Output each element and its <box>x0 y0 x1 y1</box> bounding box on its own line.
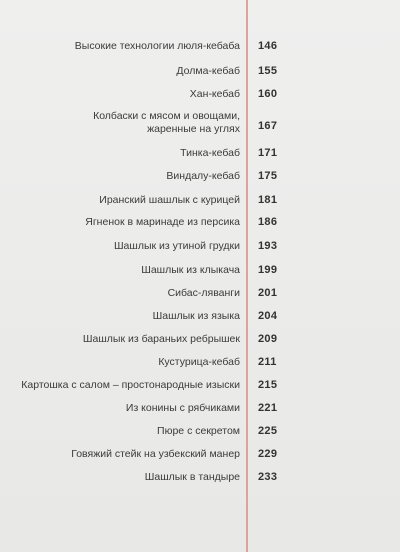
toc-entry-title: Шашлык из языка <box>152 310 240 322</box>
toc-entry-page: 199 <box>258 264 278 276</box>
toc-entry-page: 171 <box>258 147 278 159</box>
toc-entry-title: Шашлык из утиной грудки <box>113 240 240 252</box>
toc-entry-page: 211 <box>258 356 277 368</box>
toc-entry-title: Картошка с салом – простонародные изыски <box>21 379 240 391</box>
toc-entry-page: 215 <box>258 379 278 391</box>
toc-entry-page: 233 <box>258 471 278 483</box>
toc-entry-page: 155 <box>258 65 278 77</box>
toc-entry-title: Хан-кебаб <box>189 88 240 100</box>
toc-entry-title: Шашлык в тандыре <box>144 471 240 483</box>
toc-entry-title: Долма-кебаб <box>176 65 240 77</box>
toc-entry-title: Ягненок в маринаде из персика <box>85 216 240 228</box>
toc-entry-page: 221 <box>258 402 278 414</box>
toc-entry-title: Сибас-ляванги <box>167 287 240 299</box>
toc-entry-page: 204 <box>258 310 278 322</box>
toc-entry-title: Тинка-кебаб <box>180 147 240 159</box>
toc-entry-title: Виндалу-кебаб <box>166 170 240 182</box>
toc-entry-title: Говяжий стейк на узбекский манер <box>71 448 240 460</box>
toc-entry-title: Шашлык из клыкача <box>141 264 240 276</box>
toc-entry-page: 229 <box>258 448 278 460</box>
toc-entry-title: Иранский шашлык с курицей <box>99 194 240 206</box>
toc-entry-page: 167 <box>258 120 278 132</box>
toc-entry-page: 160 <box>258 88 278 100</box>
toc-entry-page: 225 <box>258 425 278 437</box>
toc-entry-page: 186 <box>258 216 278 228</box>
toc-entry-page: 181 <box>258 194 278 206</box>
toc-entry-title: Колбаски с мясом и овощами, жаренные на углях <box>93 110 240 135</box>
toc-entry-title: Из конины с рябчиками <box>125 402 240 414</box>
toc-entry-title: Кустурица-кебаб <box>158 356 240 368</box>
toc-entry-title: Шашлык из бараньих ребрышек <box>82 333 240 345</box>
toc-entry-page: 146 <box>258 40 278 52</box>
toc-entry-page: 193 <box>258 240 278 252</box>
toc-entry-title: Пюре с секретом <box>157 425 240 437</box>
toc-entry-title: Высокие технологии люля-кебаба <box>74 40 240 52</box>
toc-entry-page: 209 <box>258 333 278 345</box>
toc-entry-page: 175 <box>258 170 278 182</box>
toc-entry-page: 201 <box>258 287 278 299</box>
